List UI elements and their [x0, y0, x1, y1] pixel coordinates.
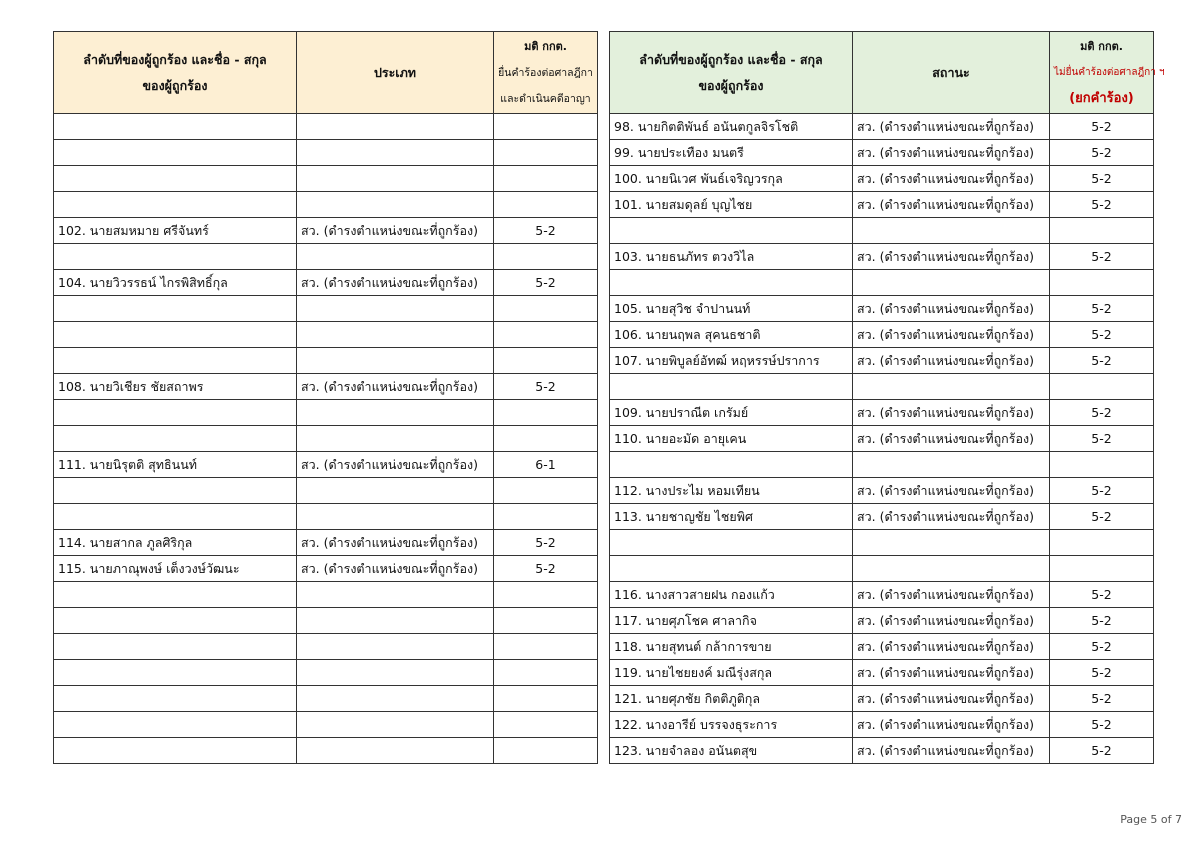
cell-type	[297, 504, 494, 530]
cell-result	[494, 738, 598, 764]
right-header-name	[610, 32, 853, 114]
table-row	[54, 348, 598, 374]
left-header-result	[494, 32, 598, 114]
cell-type: สว. (ดำรงตำแหน่งขณะที่ถูกร้อง)	[297, 270, 494, 296]
cell-result: 5-2	[1050, 686, 1154, 712]
cell-type: สว. (ดำรงตำแหน่งขณะที่ถูกร้อง)	[297, 374, 494, 400]
left-header-row	[54, 32, 598, 114]
cell-result: 5-2	[1050, 738, 1154, 764]
cell-result: 5-2	[1050, 478, 1154, 504]
table-row	[54, 296, 598, 322]
cell-result: 6-1	[494, 452, 598, 478]
cell-result	[494, 322, 598, 348]
table-row	[54, 634, 598, 660]
cell-status: สว. (ดำรงตำแหน่งขณะที่ถูกร้อง)	[853, 140, 1050, 166]
left-header-result-line1: มติ กกต.	[524, 39, 567, 53]
table-row	[54, 192, 598, 218]
cell-name	[54, 660, 297, 686]
cell-result: 5-2	[1050, 322, 1154, 348]
cell-name	[610, 452, 853, 478]
cell-name	[54, 296, 297, 322]
cell-name: 99. นายประเทือง มนตรี	[610, 140, 853, 166]
cell-result: 5-2	[1050, 166, 1154, 192]
cell-name	[54, 504, 297, 530]
cell-status: สว. (ดำรงตำแหน่งขณะที่ถูกร้อง)	[853, 738, 1050, 764]
cell-type: สว. (ดำรงตำแหน่งขณะที่ถูกร้อง)	[297, 452, 494, 478]
cell-type	[297, 660, 494, 686]
cell-status: สว. (ดำรงตำแหน่งขณะที่ถูกร้อง)	[853, 348, 1050, 374]
page-number: Page 5 of 7	[1120, 813, 1182, 826]
table-row	[610, 192, 1154, 218]
table-row	[610, 504, 1154, 530]
cell-name: 117. นายศุภโชค ศาลากิจ	[610, 608, 853, 634]
cell-result	[494, 478, 598, 504]
cell-name: 106. นายนฤพล สุคนธชาติ	[610, 322, 853, 348]
cell-result	[494, 504, 598, 530]
cell-status	[853, 270, 1050, 296]
table-row	[610, 322, 1154, 348]
cell-name: 100. นายนิเวศ พันธ์เจริญวรกุล	[610, 166, 853, 192]
table-row	[610, 244, 1154, 270]
table-row	[610, 374, 1154, 400]
cell-type	[297, 712, 494, 738]
table-row	[610, 140, 1154, 166]
cell-type	[297, 114, 494, 140]
cell-name	[54, 348, 297, 374]
cell-result	[494, 296, 598, 322]
cell-name: 116. นางสาวสายฝน กองแก้ว	[610, 582, 853, 608]
cell-result: 5-2	[1050, 114, 1154, 140]
cell-type	[297, 348, 494, 374]
cell-result: 5-2	[1050, 608, 1154, 634]
table-row	[54, 608, 598, 634]
cell-name	[54, 244, 297, 270]
cell-result	[494, 686, 598, 712]
cell-result	[494, 426, 598, 452]
cell-name	[610, 270, 853, 296]
cell-result: 5-2	[1050, 712, 1154, 738]
cell-result	[494, 140, 598, 166]
cell-name: 121. นายศุภชัย กิตติภูติกุล	[610, 686, 853, 712]
cell-name: 123. นายจำลอง อนันตสุข	[610, 738, 853, 764]
cell-result	[494, 712, 598, 738]
table-row	[54, 426, 598, 452]
cell-name	[54, 582, 297, 608]
cell-name	[54, 478, 297, 504]
cell-name	[54, 192, 297, 218]
cell-name	[54, 686, 297, 712]
cell-name	[54, 634, 297, 660]
table-row	[610, 348, 1154, 374]
table-row	[54, 400, 598, 426]
table-row	[54, 270, 598, 296]
cell-result	[494, 582, 598, 608]
cell-result	[494, 244, 598, 270]
table-row	[610, 556, 1154, 582]
table-row	[54, 660, 598, 686]
left-table	[53, 31, 598, 764]
table-row	[610, 114, 1154, 140]
cell-type	[297, 582, 494, 608]
table-row	[54, 504, 598, 530]
cell-result: 5-2	[1050, 634, 1154, 660]
cell-result: 5-2	[1050, 140, 1154, 166]
cell-name	[610, 374, 853, 400]
table-row	[610, 400, 1154, 426]
cell-name: 109. นายปราณีต เกรัมย์	[610, 400, 853, 426]
table-row	[54, 374, 598, 400]
cell-result: 5-2	[1050, 296, 1154, 322]
cell-result	[1050, 556, 1154, 582]
cell-result: 5-2	[1050, 660, 1154, 686]
cell-type	[297, 192, 494, 218]
cell-name	[54, 400, 297, 426]
cell-name	[610, 530, 853, 556]
cell-name: 110. นายอะมัด อายุเคน	[610, 426, 853, 452]
cell-result	[1050, 530, 1154, 556]
cell-type: สว. (ดำรงตำแหน่งขณะที่ถูกร้อง)	[297, 218, 494, 244]
cell-result	[1050, 452, 1154, 478]
cell-type	[297, 686, 494, 712]
cell-name: 105. นายสุวิช จำปานนท์	[610, 296, 853, 322]
right-table	[609, 31, 1165, 764]
cell-result	[494, 400, 598, 426]
table-row	[54, 738, 598, 764]
right-header-result	[1050, 32, 1165, 114]
table-row	[54, 166, 598, 192]
cell-result	[1050, 270, 1154, 296]
cell-result: 5-2	[494, 270, 598, 296]
cell-status: สว. (ดำรงตำแหน่งขณะที่ถูกร้อง)	[853, 114, 1050, 140]
cell-result: 5-2	[494, 530, 598, 556]
table-row	[610, 530, 1154, 556]
cell-name: 98. นายกิตติพันธ์ อนันตกูลจิรโชติ	[610, 114, 853, 140]
cell-name: 107. นายพิบูลย์อัทฒ์ หฤหรรษ์ปราการ	[610, 348, 853, 374]
table-row	[54, 478, 598, 504]
table-row	[54, 582, 598, 608]
table-row	[610, 296, 1154, 322]
cell-status: สว. (ดำรงตำแหน่งขณะที่ถูกร้อง)	[853, 296, 1050, 322]
cell-name: 119. นายไชยยงค์ มณีรุ่งสกุล	[610, 660, 853, 686]
cell-name: 114. นายสากล ภูลศิริกุล	[54, 530, 297, 556]
cell-status	[853, 530, 1050, 556]
table-row	[610, 608, 1154, 634]
cell-name	[54, 166, 297, 192]
table-row	[610, 452, 1154, 478]
cell-type	[297, 244, 494, 270]
table-row	[54, 140, 598, 166]
cell-name: 112. นางประไม หอมเทียน	[610, 478, 853, 504]
cell-name	[610, 556, 853, 582]
cell-name: 115. นายภาณุพงษ์ เต็งวงษ์วัฒนะ	[54, 556, 297, 582]
cell-result: 5-2	[494, 218, 598, 244]
cell-type: สว. (ดำรงตำแหน่งขณะที่ถูกร้อง)	[297, 530, 494, 556]
cell-result	[494, 634, 598, 660]
left-table-body	[54, 114, 598, 764]
left-header-name	[54, 32, 297, 114]
table-row	[610, 166, 1154, 192]
cell-type	[297, 166, 494, 192]
table-row	[610, 218, 1154, 244]
cell-result: 5-2	[494, 556, 598, 582]
cell-status: สว. (ดำรงตำแหน่งขณะที่ถูกร้อง)	[853, 504, 1050, 530]
table-row	[54, 452, 598, 478]
right-header-name-line2: ของผู้ถูกร้อง	[698, 77, 764, 93]
cell-result: 5-2	[1050, 400, 1154, 426]
cell-name: 104. นายวิวรรธน์ ไกรพิสิทธิ์กุล	[54, 270, 297, 296]
cell-name: 102. นายสมหมาย ศรีจันทร์	[54, 218, 297, 244]
cell-type	[297, 140, 494, 166]
cell-status: สว. (ดำรงตำแหน่งขณะที่ถูกร้อง)	[853, 660, 1050, 686]
right-header-row	[610, 32, 1154, 114]
cell-type	[297, 738, 494, 764]
cell-result: 5-2	[1050, 504, 1154, 530]
cell-result	[494, 608, 598, 634]
table-row	[610, 270, 1154, 296]
left-header-result-line2: ยื่นคำร้องต่อศาลฎีกา	[498, 66, 593, 79]
table-row	[54, 712, 598, 738]
cell-result	[494, 166, 598, 192]
cell-result: 5-2	[1050, 582, 1154, 608]
cell-status: สว. (ดำรงตำแหน่งขณะที่ถูกร้อง)	[853, 582, 1050, 608]
cell-name: 122. นางอารีย์ บรรจงธุระการ	[610, 712, 853, 738]
table-row	[610, 582, 1154, 608]
cell-result	[494, 114, 598, 140]
cell-result: 5-2	[1050, 244, 1154, 270]
table-row	[610, 478, 1154, 504]
cell-status	[853, 374, 1050, 400]
table-row	[54, 114, 598, 140]
left-header-name-line1: ลำดับที่ของผู้ถูกร้อง และชื่อ - สกุล	[83, 51, 267, 67]
cell-result	[494, 192, 598, 218]
table-row	[54, 322, 598, 348]
cell-result	[494, 660, 598, 686]
right-header-result-line3: (ยกคำร้อง)	[1069, 90, 1134, 106]
cell-result	[1050, 374, 1154, 400]
cell-result: 5-2	[1050, 348, 1154, 374]
cell-type	[297, 400, 494, 426]
cell-name	[54, 712, 297, 738]
cell-name	[54, 608, 297, 634]
cell-status: สว. (ดำรงตำแหน่งขณะที่ถูกร้อง)	[853, 686, 1050, 712]
table-row	[54, 686, 598, 712]
cell-status: สว. (ดำรงตำแหน่งขณะที่ถูกร้อง)	[853, 244, 1050, 270]
cell-status	[853, 556, 1050, 582]
cell-status: สว. (ดำรงตำแหน่งขณะที่ถูกร้อง)	[853, 712, 1050, 738]
cell-status: สว. (ดำรงตำแหน่งขณะที่ถูกร้อง)	[853, 478, 1050, 504]
cell-result: 5-2	[1050, 426, 1154, 452]
cell-result: 5-2	[494, 374, 598, 400]
right-header-result-line1: มติ กกต.	[1080, 39, 1123, 53]
right-table-body	[610, 114, 1154, 764]
cell-status: สว. (ดำรงตำแหน่งขณะที่ถูกร้อง)	[853, 192, 1050, 218]
cell-type	[297, 608, 494, 634]
left-header-name-line2: ของผู้ถูกร้อง	[142, 77, 208, 93]
table-row	[610, 426, 1154, 452]
cell-name	[54, 426, 297, 452]
cell-name: 118. นายสุทนต์ กล้าการขาย	[610, 634, 853, 660]
cell-status: สว. (ดำรงตำแหน่งขณะที่ถูกร้อง)	[853, 322, 1050, 348]
cell-type: สว. (ดำรงตำแหน่งขณะที่ถูกร้อง)	[297, 556, 494, 582]
right-header-result-line2: ไม่ยื่นคำร้องต่อศาลฎีกา ฯ	[1054, 66, 1165, 78]
cell-name: 111. นายนิรุตติ สุทธินนท์	[54, 452, 297, 478]
cell-name	[610, 218, 853, 244]
cell-type	[297, 634, 494, 660]
table-row	[610, 738, 1154, 764]
cell-name: 108. นายวิเชียร ชัยสถาพร	[54, 374, 297, 400]
table-row	[610, 634, 1154, 660]
cell-result	[494, 348, 598, 374]
table-row	[54, 244, 598, 270]
cell-result: 5-2	[1050, 192, 1154, 218]
cell-status: สว. (ดำรงตำแหน่งขณะที่ถูกร้อง)	[853, 166, 1050, 192]
cell-status: สว. (ดำรงตำแหน่งขณะที่ถูกร้อง)	[853, 634, 1050, 660]
left-header-type: ประเภท	[297, 32, 494, 114]
left-header-result-line3: และดำเนินคดีอาญา	[500, 92, 591, 105]
cell-name: 103. นายธนภัทร ตวงวิไล	[610, 244, 853, 270]
cell-type	[297, 478, 494, 504]
cell-type	[297, 322, 494, 348]
table-row	[610, 660, 1154, 686]
cell-name	[54, 114, 297, 140]
cell-name	[54, 322, 297, 348]
table-row	[54, 218, 598, 244]
cell-status	[853, 452, 1050, 478]
cell-name	[54, 140, 297, 166]
cell-status: สว. (ดำรงตำแหน่งขณะที่ถูกร้อง)	[853, 608, 1050, 634]
table-row	[610, 686, 1154, 712]
cell-name	[54, 738, 297, 764]
cell-status: สว. (ดำรงตำแหน่งขณะที่ถูกร้อง)	[853, 400, 1050, 426]
cell-name: 113. นายชาญชัย ไชยพิศ	[610, 504, 853, 530]
table-row	[54, 530, 598, 556]
cell-type	[297, 426, 494, 452]
cell-type	[297, 296, 494, 322]
cell-result	[1050, 218, 1154, 244]
right-header-name-line1: ลำดับที่ของผู้ถูกร้อง และชื่อ - สกุล	[639, 51, 823, 67]
cell-status	[853, 218, 1050, 244]
table-row	[610, 712, 1154, 738]
table-row	[54, 556, 598, 582]
cell-name: 101. นายสมดุลย์ บุญไชย	[610, 192, 853, 218]
right-header-status: สถานะ	[853, 32, 1050, 114]
cell-status: สว. (ดำรงตำแหน่งขณะที่ถูกร้อง)	[853, 426, 1050, 452]
